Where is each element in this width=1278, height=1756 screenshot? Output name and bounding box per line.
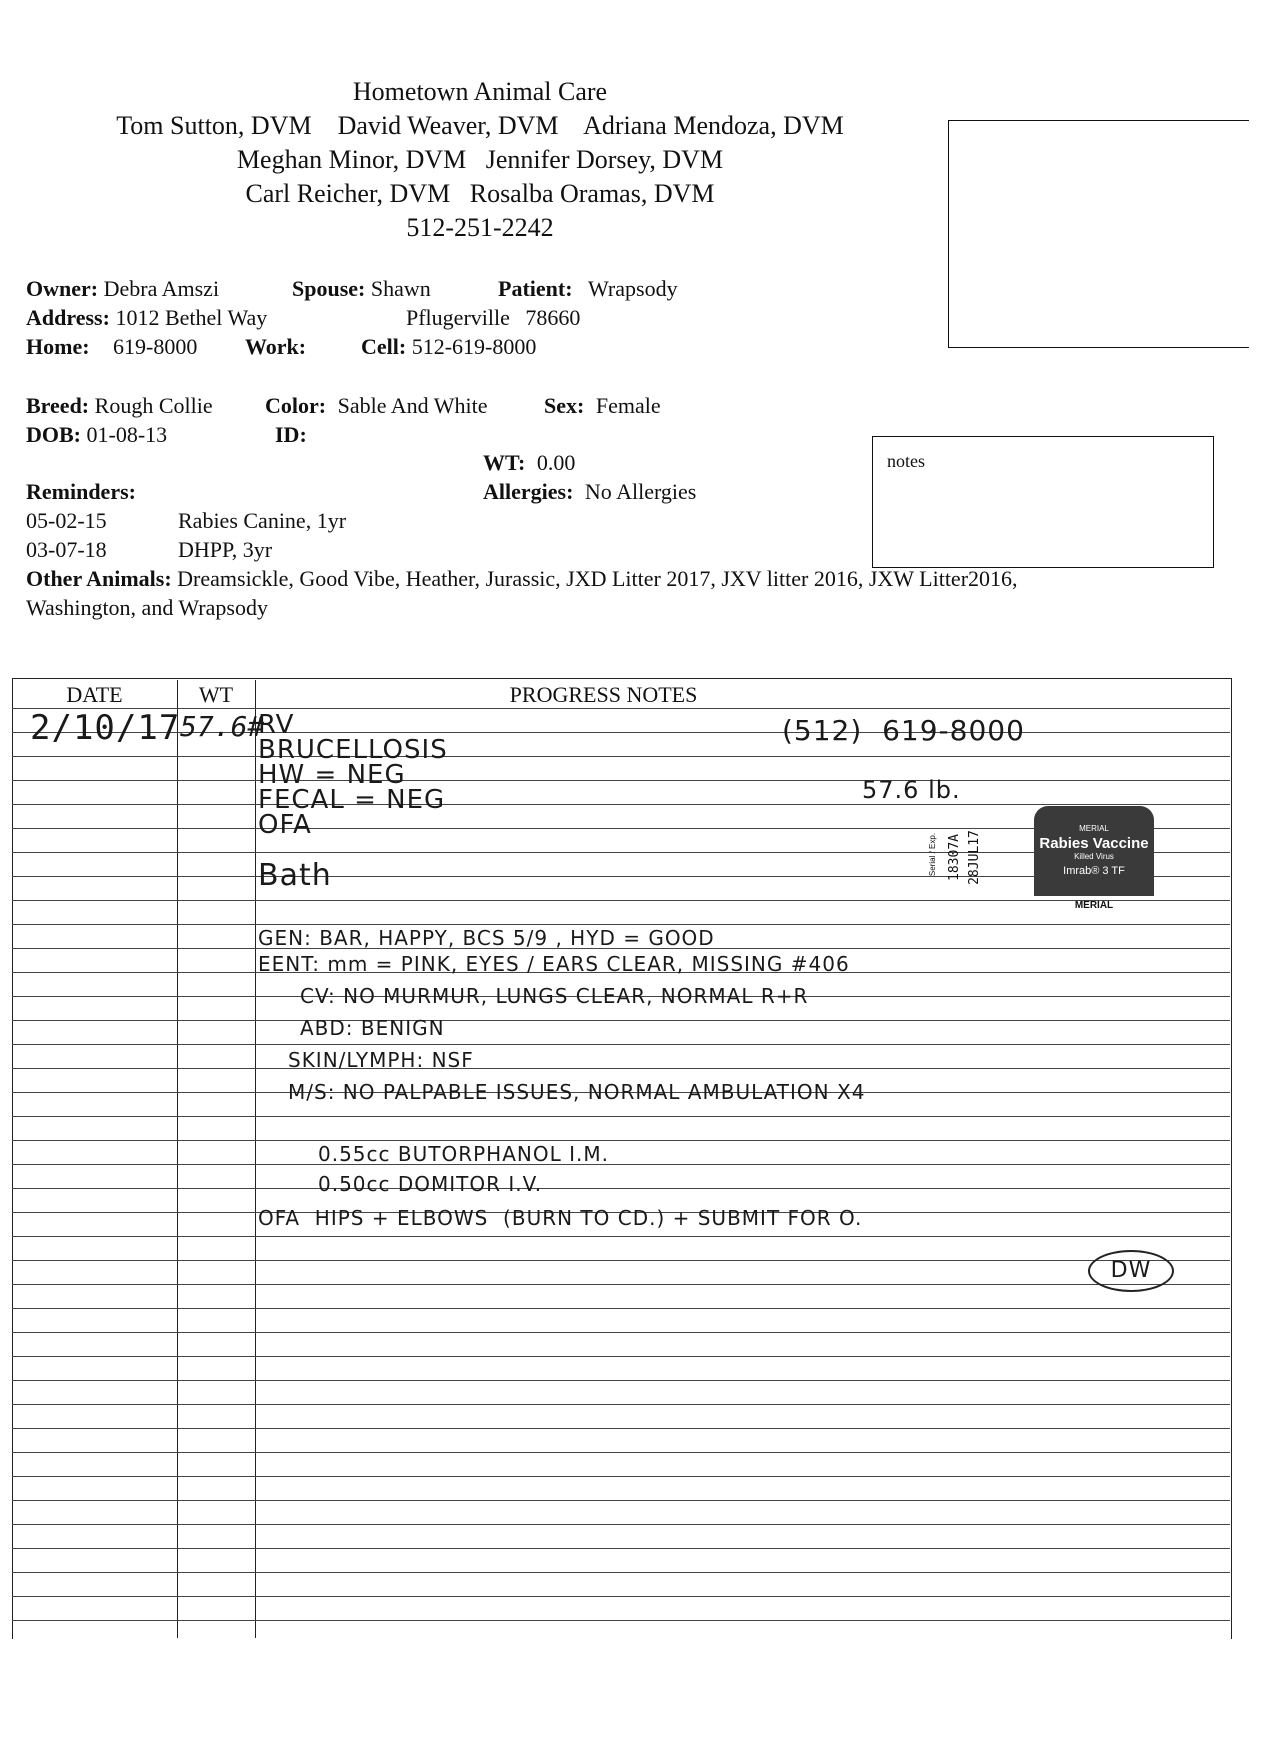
patient-row	[498, 276, 678, 302]
id-row	[275, 422, 307, 448]
vaccine-exp: 28JUL17	[966, 830, 982, 885]
rule	[12, 708, 1230, 709]
doctors-line-2: Meghan Minor, DVM Jennifer Dorsey, DVM	[236, 145, 724, 174]
vaccine-serial-block	[928, 806, 1011, 916]
practice-name: Hometown Animal Care	[352, 77, 608, 106]
rule	[12, 1356, 1230, 1357]
sex-label: Sex:	[544, 393, 585, 418]
exam-cv: CV: NO MURMUR, LUNGS CLEAR, NORMAL R+R	[300, 984, 809, 1008]
photo-box	[948, 120, 1249, 348]
rule	[12, 1116, 1230, 1117]
med-butorphanol: 0.55cc BUTORPHANOL I.M.	[318, 1142, 609, 1166]
vaccine-brand-top: MERIAL	[1079, 824, 1109, 833]
home-label: Home:	[26, 334, 90, 359]
handwritten-weight-lb: 57.6 lb.	[862, 776, 961, 804]
rule	[12, 1020, 1230, 1021]
rule	[12, 1572, 1230, 1573]
other-animals-line-1: Dreamsickle, Good Vibe, Heather, Jurassic, JXD Litter 2017, JXV litter 2016, JXW Litter2016,	[177, 566, 1018, 591]
visit-weight: 57.6#	[180, 710, 265, 743]
reminder-text-1: Rabies Canine, 1yr	[178, 508, 347, 533]
rule	[12, 1140, 1230, 1141]
home-row	[26, 334, 197, 360]
rule	[12, 804, 1230, 805]
other-animals-row	[26, 566, 1018, 592]
vaccine-product: Imrab® 3 TF	[1063, 865, 1125, 877]
vaccine-title: Rabies Vaccine	[1039, 835, 1149, 852]
zip-value: 78660	[525, 305, 581, 330]
exam-eent: EENT: mm = PINK, EYES / EARS CLEAR, MISSING #406	[258, 952, 850, 976]
rule	[12, 924, 1230, 925]
note-rv: RV	[258, 710, 295, 740]
owner-label: Owner:	[26, 276, 99, 301]
wt-row	[483, 450, 575, 476]
rule	[12, 1620, 1230, 1621]
allergies-label: Allergies:	[483, 479, 574, 504]
exam-gen: GEN: BAR, HAPPY, BCS 5/9 , HYD = GOOD	[258, 926, 715, 950]
city-value: Pflugerville	[406, 305, 510, 330]
date-column-header: DATE	[66, 682, 123, 707]
practice-phone: 512-251-2242	[406, 213, 554, 242]
dob-label: DOB:	[26, 422, 81, 447]
allergies-value: No Allergies	[584, 479, 697, 504]
breed-row	[26, 393, 213, 419]
note-hw: HW = NEG	[258, 760, 406, 790]
notes-label: notes	[887, 451, 925, 471]
spouse-value: Shawn	[370, 276, 431, 301]
patient-label: Patient:	[498, 276, 573, 301]
rule	[12, 1164, 1230, 1165]
med-domitor: 0.50cc DOMITOR I.V.	[318, 1172, 543, 1196]
note-bath: Bath	[258, 858, 332, 893]
wt-column-divider	[255, 680, 256, 1638]
address-row	[26, 305, 267, 331]
rule	[12, 1548, 1230, 1549]
sex-row	[544, 393, 661, 419]
breed-value: Rough Collie	[94, 393, 213, 418]
rabies-vaccine-label	[1034, 806, 1154, 896]
breed-label: Breed:	[26, 393, 90, 418]
visit-date: 2/10/17	[30, 708, 181, 748]
work-row	[245, 334, 306, 360]
owner-row	[26, 276, 219, 302]
vaccine-serial: 18307A	[946, 834, 962, 881]
wt-column-header: WT	[198, 682, 234, 707]
rule	[12, 1044, 1230, 1045]
rule	[12, 1380, 1230, 1381]
notes-box	[872, 436, 1214, 568]
rule	[12, 1428, 1230, 1429]
other-animals-label: Other Animals:	[26, 566, 172, 591]
vaccine-brand-bottom: MERIAL	[1074, 900, 1114, 911]
patient-value: Wrapsody	[588, 276, 678, 301]
wt-label: WT:	[483, 450, 526, 475]
vaccine-subtitle: Killed Virus	[1074, 852, 1114, 861]
note-fecal: FECAL = NEG	[258, 785, 446, 815]
rule	[12, 1332, 1230, 1333]
rule	[12, 1452, 1230, 1453]
ofa-line: OFA HIPS + ELBOWS (BURN TO CD.) + SUBMIT FOR O.	[258, 1206, 863, 1230]
rule	[12, 1308, 1230, 1309]
note-brucellosis: BRUCELLOSIS	[258, 735, 448, 765]
cell-value: 512-619-8000	[411, 334, 537, 359]
initials: DW	[1110, 1258, 1152, 1283]
home-value: 619-8000	[113, 334, 198, 359]
rule	[12, 1476, 1230, 1477]
handwritten-phone: (512) 619-8000	[782, 714, 1025, 747]
rule	[12, 756, 1230, 757]
rule	[12, 1404, 1230, 1405]
spouse-label: Spouse:	[292, 276, 366, 301]
rule	[12, 1188, 1230, 1189]
initials-circle	[1088, 1250, 1174, 1292]
rule	[12, 1068, 1230, 1069]
rule	[12, 1500, 1230, 1501]
allergies-row	[483, 479, 696, 505]
reminder-date-2: 03-07-18	[26, 537, 107, 562]
date-column-divider	[177, 680, 178, 1638]
id-label: ID:	[275, 422, 307, 447]
dob-value: 01-08-13	[86, 422, 168, 447]
rule	[12, 1524, 1230, 1525]
color-row	[265, 393, 488, 419]
other-animals-line-2: Washington, and Wrapsody	[26, 595, 268, 620]
color-value: Sable And White	[337, 393, 488, 418]
owner-value: Debra Amszi	[103, 276, 220, 301]
note-ofa: OFA	[258, 810, 312, 840]
address-value: 1012 Bethel Way	[115, 305, 268, 330]
doctors-line-3: Carl Reicher, DVM Rosalba Oramas, DVM	[245, 179, 715, 208]
doctors-line-1: Tom Sutton, DVM David Weaver, DVM Adriana Mendoza, DVM	[116, 111, 844, 140]
rule	[12, 1596, 1230, 1597]
spouse-row	[292, 276, 431, 302]
cell-label: Cell:	[361, 334, 407, 359]
vaccine-serial-label: Serial / Exp.	[928, 832, 938, 877]
reminder-text-2: DHPP, 3yr	[178, 537, 273, 562]
rule	[12, 1260, 1230, 1261]
address-label: Address:	[26, 305, 110, 330]
work-label: Work:	[245, 334, 307, 359]
exam-ms: M/S: NO PALPABLE ISSUES, NORMAL AMBULATION X4	[288, 1080, 866, 1104]
progress-notes-header: PROGRESS NOTES	[509, 682, 698, 707]
rule	[12, 780, 1230, 781]
exam-abd: ABD: BENIGN	[300, 1016, 445, 1040]
reminders-label: Reminders:	[26, 479, 136, 504]
rule	[12, 1284, 1230, 1285]
color-label: Color:	[265, 393, 327, 418]
cell-row	[361, 334, 536, 360]
rule	[12, 1236, 1230, 1237]
city-zip	[406, 305, 580, 331]
dob-row	[26, 422, 167, 448]
reminder-date-1: 05-02-15	[26, 508, 107, 533]
wt-value: 0.00	[536, 450, 576, 475]
exam-skin: SKIN/LYMPH: NSF	[288, 1048, 474, 1072]
sex-value: Female	[595, 393, 661, 418]
